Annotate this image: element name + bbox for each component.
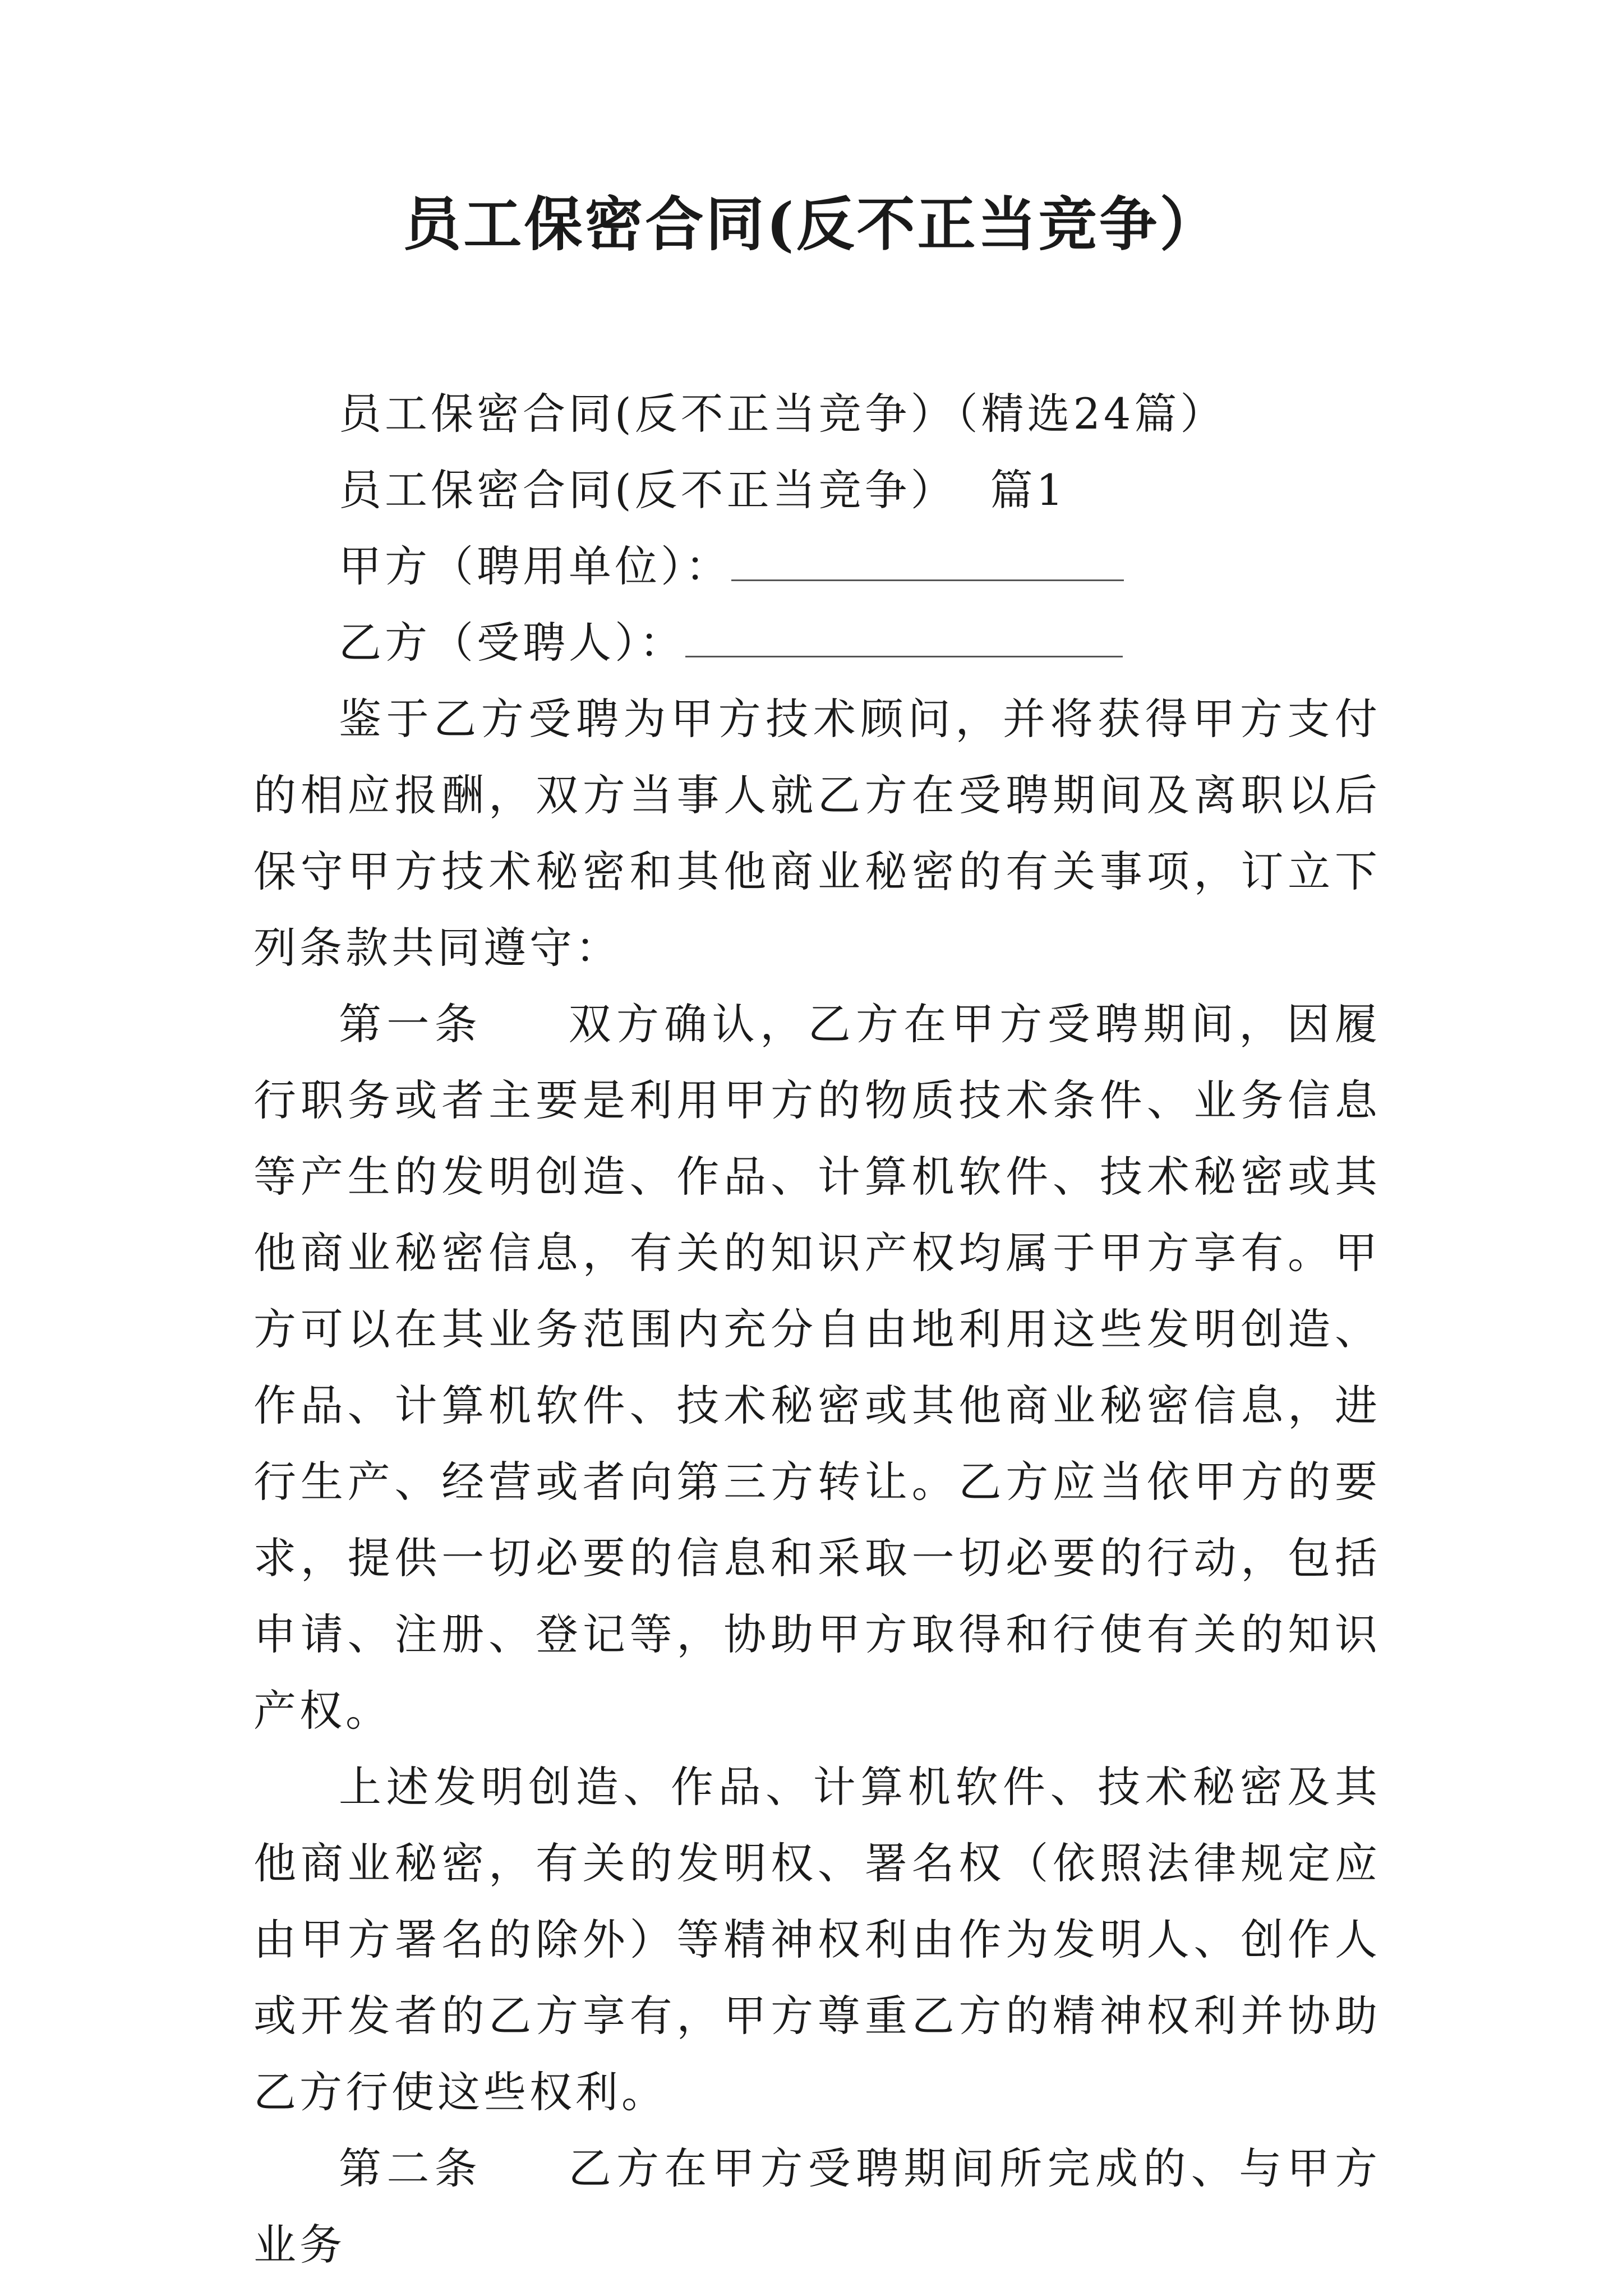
article-2-text: 乙方在甲方受聘期间所完成的、与甲方业务: [253, 2143, 1381, 2270]
document-body: [253, 376, 1381, 2283]
party-b-line: [253, 605, 1381, 681]
party-a-line: [253, 528, 1381, 605]
article-1-paragraph: [253, 986, 1381, 1749]
party-a-blank: [731, 546, 1124, 581]
moral-rights-paragraph: 上述发明创造、作品、计算机软件、技术秘密及其他商业秘密，有关的发明权、署名权（依照法律规定应由甲方署名的除外）等精神权利由作为发明人、创作人或开发者的乙方享有，甲方尊重乙方的精神权利并协助乙方行使这些权利。: [253, 1762, 1381, 2117]
section-heading: [253, 452, 1381, 528]
section-heading-number: 篇1: [990, 465, 1067, 515]
article-1-text: 双方确认，乙方在甲方受聘期间，因履行职务或者主要是利用甲方的物质技术条件、业务信息等产生的发明创造、作品、计算机软件、技术秘密或其他商业秘密信息，有关的知识产权均属于甲方享有。甲方可以在其业务范围内充分自由地利用这些发明创造、作品、计算机软件、技术秘密或其他商业秘密信息，进行生产、经营或者向第三方转让。乙方应当依甲方的要求，提供一切必要的信息和采取一切必要的行动，包括申请、注册、登记等，协助甲方取得和行使有关的知识产权。: [253, 999, 1381, 1736]
party-b-label: 乙方（受聘人）：: [339, 618, 685, 668]
article-2-paragraph: [253, 2131, 1381, 2283]
section-heading-name: 员工保密合同(反不正当竞争）: [339, 465, 957, 515]
document-title: 员工保密合同(反不正当竞争）: [403, 190, 1220, 259]
article-2-label: 第二条: [339, 2143, 483, 2193]
party-b-blank: [685, 622, 1123, 657]
preamble-paragraph: 鉴于乙方受聘为甲方技术顾问，并将获得甲方支付的相应报酬，双方当事人就乙方在受聘期间及离职以后保守甲方技术秘密和其他商业秘密的有关事项，订立下列条款共同遵守：: [253, 694, 1381, 973]
party-a-label: 甲方（聘用单位）：: [339, 541, 731, 591]
document-subtitle: 员工保密合同(反不正当竞争）（精选24篇）: [339, 389, 1227, 439]
article-1-label: 第一条: [339, 999, 483, 1049]
